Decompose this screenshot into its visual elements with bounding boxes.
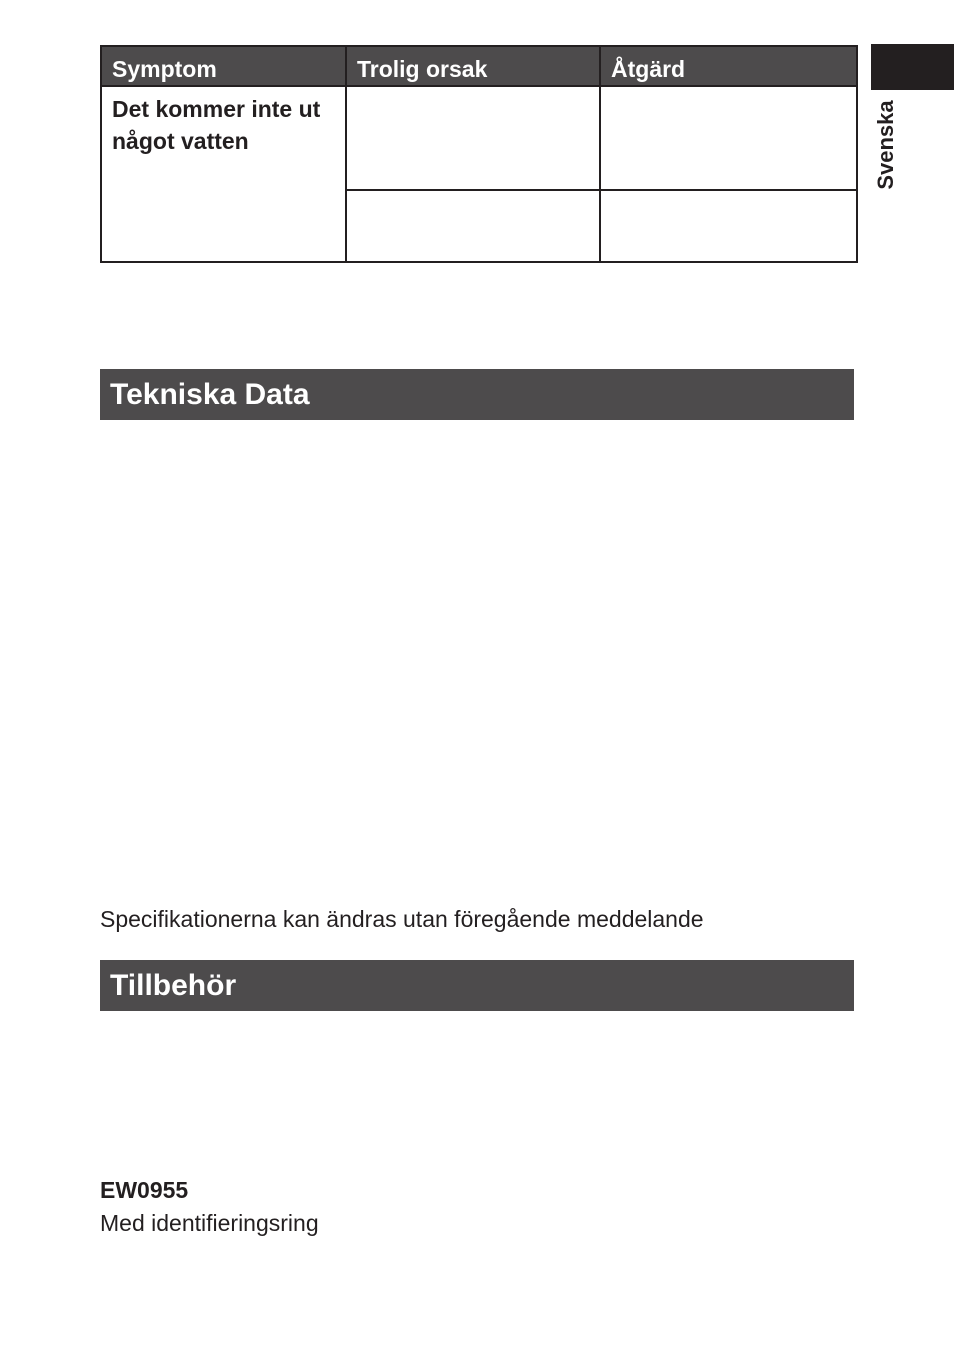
technical-data-heading: Tekniska Data bbox=[100, 369, 854, 420]
symptom-text-line1: Det kommer inte ut bbox=[112, 96, 321, 122]
table-row bbox=[101, 86, 857, 190]
symptom-text-line2: något vatten bbox=[112, 128, 249, 154]
language-label: Svenska bbox=[873, 100, 898, 190]
remedy-cell bbox=[600, 86, 857, 190]
accessories-heading: Tillbehör bbox=[100, 960, 854, 1011]
troubleshooting-table bbox=[100, 45, 858, 263]
cause-cell bbox=[346, 86, 600, 190]
language-tab-marker bbox=[871, 44, 954, 90]
remedy-cell bbox=[600, 190, 857, 262]
accessory-code: EW0955 bbox=[100, 1177, 189, 1203]
symptom-cell bbox=[101, 86, 346, 262]
header-probable-cause: Trolig orsak bbox=[346, 46, 600, 86]
accessory-description: Med identifieringsring bbox=[100, 1210, 319, 1236]
specification-note: Specifikationerna kan ändras utan föregående meddelande bbox=[100, 906, 704, 932]
header-remedy: Åtgärd bbox=[600, 46, 857, 86]
header-symptom: Symptom bbox=[101, 46, 346, 86]
table-header-row bbox=[101, 46, 857, 86]
cause-cell bbox=[346, 190, 600, 262]
